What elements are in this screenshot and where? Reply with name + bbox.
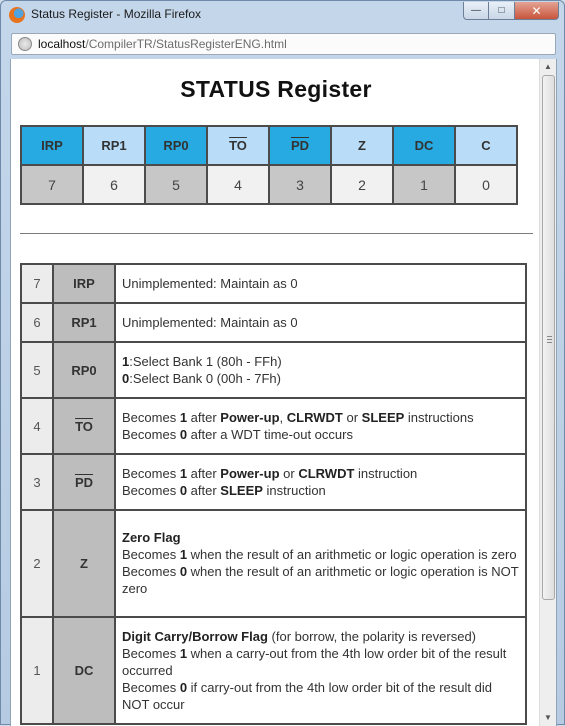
register-name-row [21,126,517,165]
globe-icon [18,37,32,51]
register-bit-cell: 0 [455,165,517,204]
bit-name: RP0 [53,342,115,398]
table-row [21,617,526,724]
close-icon: ✕ [531,3,542,18]
register-bit-cell: 7 [21,165,83,204]
vertical-scrollbar[interactable] [539,59,556,726]
minimize-icon: — [471,5,481,16]
register-bit-cell: 1 [393,165,455,204]
bit-description: Unimplemented: Maintain as 0 [115,303,526,342]
bit-name: $\overline{PD}$ [53,454,115,510]
register-name-cell: RP1 [83,126,145,165]
bit-name: IRP [53,264,115,303]
register-name-cell: $\overline{PD}$ [269,126,331,165]
register-name-cell: RP0 [145,126,207,165]
bit-name: $\overline{TO}$ [53,398,115,454]
register-table [20,125,518,205]
register-bit-cell: 3 [269,165,331,204]
bit-description: Unimplemented: Maintain as 0 [115,264,526,303]
url-host: localhost [38,37,86,51]
register-name-cell: C [455,126,517,165]
window-controls [463,2,559,20]
bit-number: 1 [21,617,53,724]
bit-description: Becomes 1 after Power-up, CLRWDT or SLEEP instructions Becomes 0 after a WDT time-out occurs [115,398,526,454]
table-row [21,398,526,454]
register-bit-cell: 4 [207,165,269,204]
scroll-down-arrow-icon[interactable]: ▼ [544,713,552,722]
table-row [21,303,526,342]
bit-name: DC [53,617,115,724]
register-bit-row [21,165,517,204]
bit-description: 1:Select Bank 1 (80h - FFh) 0:Select Bank 0 (00h - 7Fh) [115,342,526,398]
page-title: STATUS Register [180,76,372,102]
table-row [21,510,526,617]
divider [20,233,533,234]
bit-description: Becomes 1 after Power-up or CLRWDT instruction Becomes 0 after SLEEP instruction [115,454,526,510]
register-bit-cell: 6 [83,165,145,204]
bit-number: 3 [21,454,53,510]
table-row [21,342,526,398]
bit-description-table [20,263,527,725]
close-button[interactable] [515,2,559,20]
bit-number: 7 [21,264,53,303]
bit-description: Zero Flag Becomes 1 when the result of an arithmetic or logic operation is zero Becomes 0 when the result of an arithmetic or logic operation is NOT zero [115,510,526,617]
minimize-button[interactable] [463,2,489,20]
table-row [21,454,526,510]
register-name-cell: IRP [21,126,83,165]
maximize-icon: □ [498,5,505,16]
window-title: Status Register - Mozilla Firefox [31,7,202,21]
register-name-cell: Z [331,126,393,165]
table-row [21,264,526,303]
bit-description: Digit Carry/Borrow Flag (for borrow, the polarity is reversed) Becomes 1 when a carry-out from the 4th low order bit of the result occurred Becomes 0 if carry-out from the 4th low order bit of the result did NOT occur [115,617,526,724]
title-bar[interactable] [1,1,564,29]
register-name-cell: DC [393,126,455,165]
firefox-logo-icon [9,7,25,23]
register-bit-cell: 2 [331,165,393,204]
bit-number: 4 [21,398,53,454]
address-bar[interactable] [11,33,556,55]
register-name-cell: $\overline{TO}$ [207,126,269,165]
maximize-button[interactable] [489,2,515,20]
bit-number: 6 [21,303,53,342]
bit-number: 5 [21,342,53,398]
bit-number: 2 [21,510,53,617]
grip-icon [547,336,552,343]
scrollbar-thumb[interactable] [542,75,555,600]
page-viewport[interactable] [10,59,557,726]
bit-name: RP1 [53,303,115,342]
bit-name: Z [53,510,115,617]
scroll-up-arrow-icon[interactable]: ▲ [544,62,552,71]
url-path: /CompilerTR/StatusRegisterENG.html [85,37,287,51]
register-bit-cell: 5 [145,165,207,204]
